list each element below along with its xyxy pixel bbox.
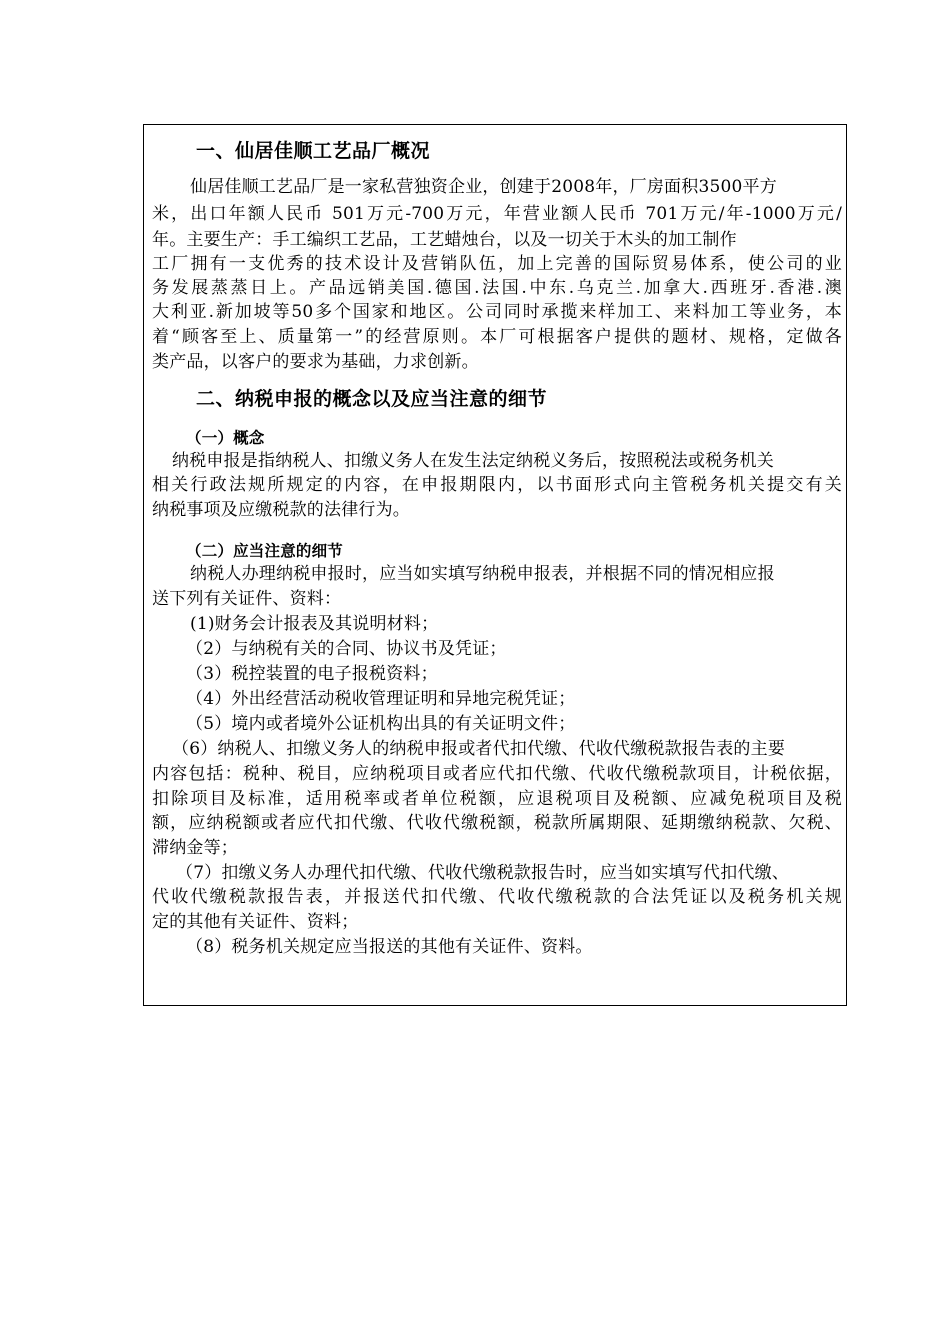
details-list-item-continuation: 内容包括：税种、税目，应纳税项目或者应代扣代缴、代收代缴税款项目，计税依据，	[152, 764, 842, 784]
details-paragraph-line: 送下列有关证件、资料：	[152, 589, 342, 609]
details-list-item-continuation: 额，应纳税额或者应代扣代缴、代收代缴税额，税款所属期限、延期缴纳税款、欠税、	[152, 813, 842, 833]
details-list-item: (1)财务会计报表及其说明材料；	[190, 614, 439, 634]
section-1-paragraph-line: 类产品，以客户的要求为基础，力求创新。	[152, 352, 479, 372]
details-list-item: （6）纳税人、扣缴义务人的纳税申报或者代扣代缴、代收代缴税款报告表的主要	[172, 739, 786, 759]
details-list-item: （3）税控装置的电子报税资料；	[186, 664, 438, 684]
section-1-paragraph-line: 务发展蒸蒸日上。产品远销美国.德国.法国.中东.乌克兰.加拿大.西班牙.香港.澳	[152, 278, 842, 298]
concept-paragraph-line: 纳税事项及应缴税款的法律行为。	[152, 500, 410, 520]
details-list-item: （2）与纳税有关的合同、协议书及凭证；	[186, 639, 507, 659]
section-1-paragraph-line: 仙居佳顺工艺品厂是一家私营独资企业，创建于2008年，厂房面积3500平方	[190, 177, 777, 197]
details-list-item-continuation: 代收代缴税款报告表，并报送代扣代缴、代收代缴税款的合法凭证以及税务机关规	[152, 887, 842, 907]
details-list-item-continuation: 定的其他有关证件、资料；	[152, 912, 359, 932]
section-1-paragraph-line: 着“顾客至上、质量第一”的经营原则。本厂可根据客户提供的题材、规格，定做各	[152, 327, 842, 347]
section-1-paragraph-line: 大利亚.新加坡等50多个国家和地区。公司同时承揽来样加工、来料加工等业务，本	[152, 302, 842, 322]
section-1-paragraph-line: 工厂拥有一支优秀的技术设计及营销队伍，加上完善的国际贸易体系，使公司的业	[152, 254, 842, 274]
section-1-paragraph-line: 年。主要生产：手工编织工艺品，工艺蜡烛台，以及一切关于木头的加工制作	[152, 230, 737, 250]
section-1-paragraph-line: 米，出口年额人民币 501万元-700万元，年营业额人民币 701万元/年-1000万元/	[152, 204, 842, 224]
concept-subheading: （一）概念	[186, 429, 265, 447]
section-1-heading: 一、仙居佳顺工艺品厂概况	[196, 140, 431, 162]
details-list-item-continuation: 扣除项目及标准，适用税率或者单位税额，应退税项目及税额、应减免税项目及税	[152, 789, 842, 809]
details-list-item-continuation: 滞纳金等；	[152, 838, 238, 858]
details-paragraph-line: 纳税人办理纳税申报时，应当如实填写纳税申报表，并根据不同的情况相应报	[190, 564, 775, 584]
details-list-item: （8）税务机关规定应当报送的其他有关证件、资料。	[186, 937, 593, 957]
concept-paragraph-line: 纳税申报是指纳税人、扣缴义务人在发生法定纳税义务后，按照税法或税务机关	[172, 451, 774, 471]
details-list-item: （5）境内或者境外公证机构出具的有关证明文件；	[186, 714, 576, 734]
details-subheading: （二）应当注意的细节	[186, 542, 344, 560]
details-list-item: （4）外出经营活动税收管理证明和异地完税凭证；	[186, 689, 576, 709]
section-2-heading: 二、纳税申报的概念以及应当注意的细节	[196, 388, 548, 410]
concept-paragraph-line: 相关行政法规所规定的内容，在申报期限内，以书面形式向主管税务机关提交有关	[152, 475, 842, 495]
details-list-item: （7）扣缴义务人办理代扣代缴、代收代缴税款报告时，应当如实填写代扣代缴、	[176, 863, 790, 883]
